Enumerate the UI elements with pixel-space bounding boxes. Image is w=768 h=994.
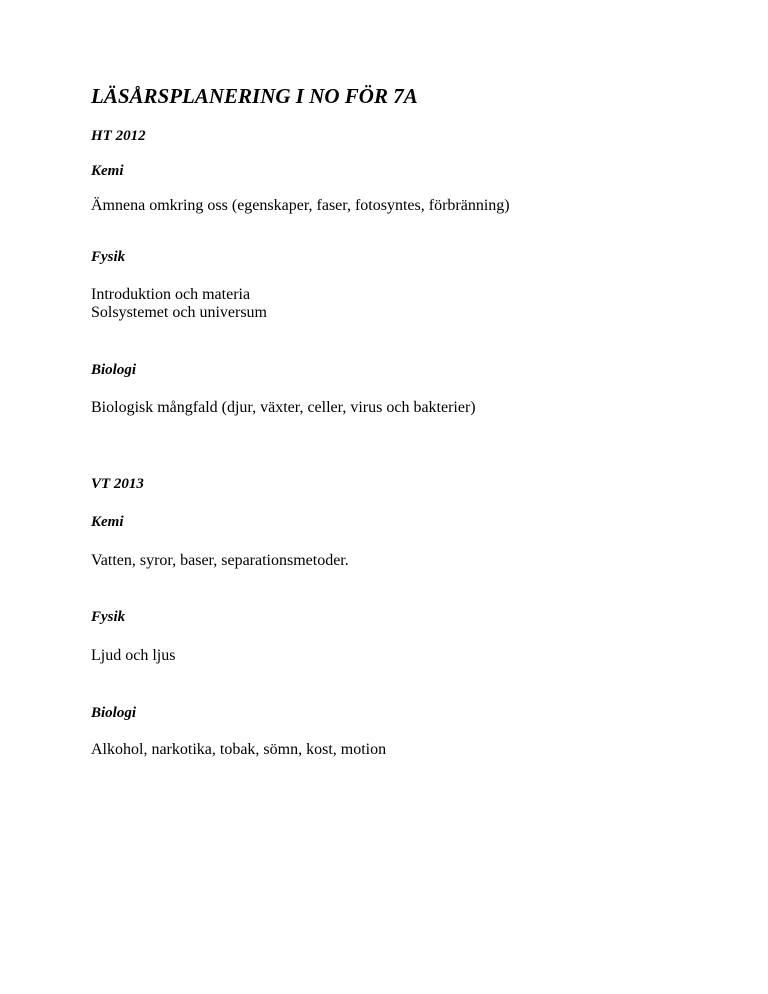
- term-heading-ht-2012: HT 2012: [91, 128, 146, 144]
- subject-heading-fysik: Fysik: [91, 249, 126, 265]
- document-title: LÄSÅRSPLANERING I NO FÖR 7A: [91, 84, 418, 108]
- subject-content-line: Vatten, syror, baser, separationsmetoder.: [91, 552, 349, 569]
- subject-content-line: Solsystemet och universum: [91, 304, 267, 321]
- subject-content-line: Biologisk mångfald (djur, växter, celler, virus och bakterier): [91, 399, 476, 416]
- subject-content-line: Ljud och ljus: [91, 647, 176, 664]
- subject-heading-biologi: Biologi: [91, 362, 137, 378]
- subject-heading-fysik: Fysik: [91, 609, 126, 625]
- subject-content-line: Ämnena omkring oss (egenskaper, faser, fotosyntes, förbränning): [91, 197, 510, 214]
- subject-heading-kemi: Kemi: [91, 163, 124, 179]
- subject-heading-kemi: Kemi: [91, 514, 124, 530]
- term-heading-vt-2013: VT 2013: [91, 476, 144, 492]
- subject-content-line: Alkohol, narkotika, tobak, sömn, kost, motion: [91, 741, 387, 758]
- subject-content-line: Introduktion och materia: [91, 286, 251, 303]
- subject-heading-biologi: Biologi: [91, 705, 137, 721]
